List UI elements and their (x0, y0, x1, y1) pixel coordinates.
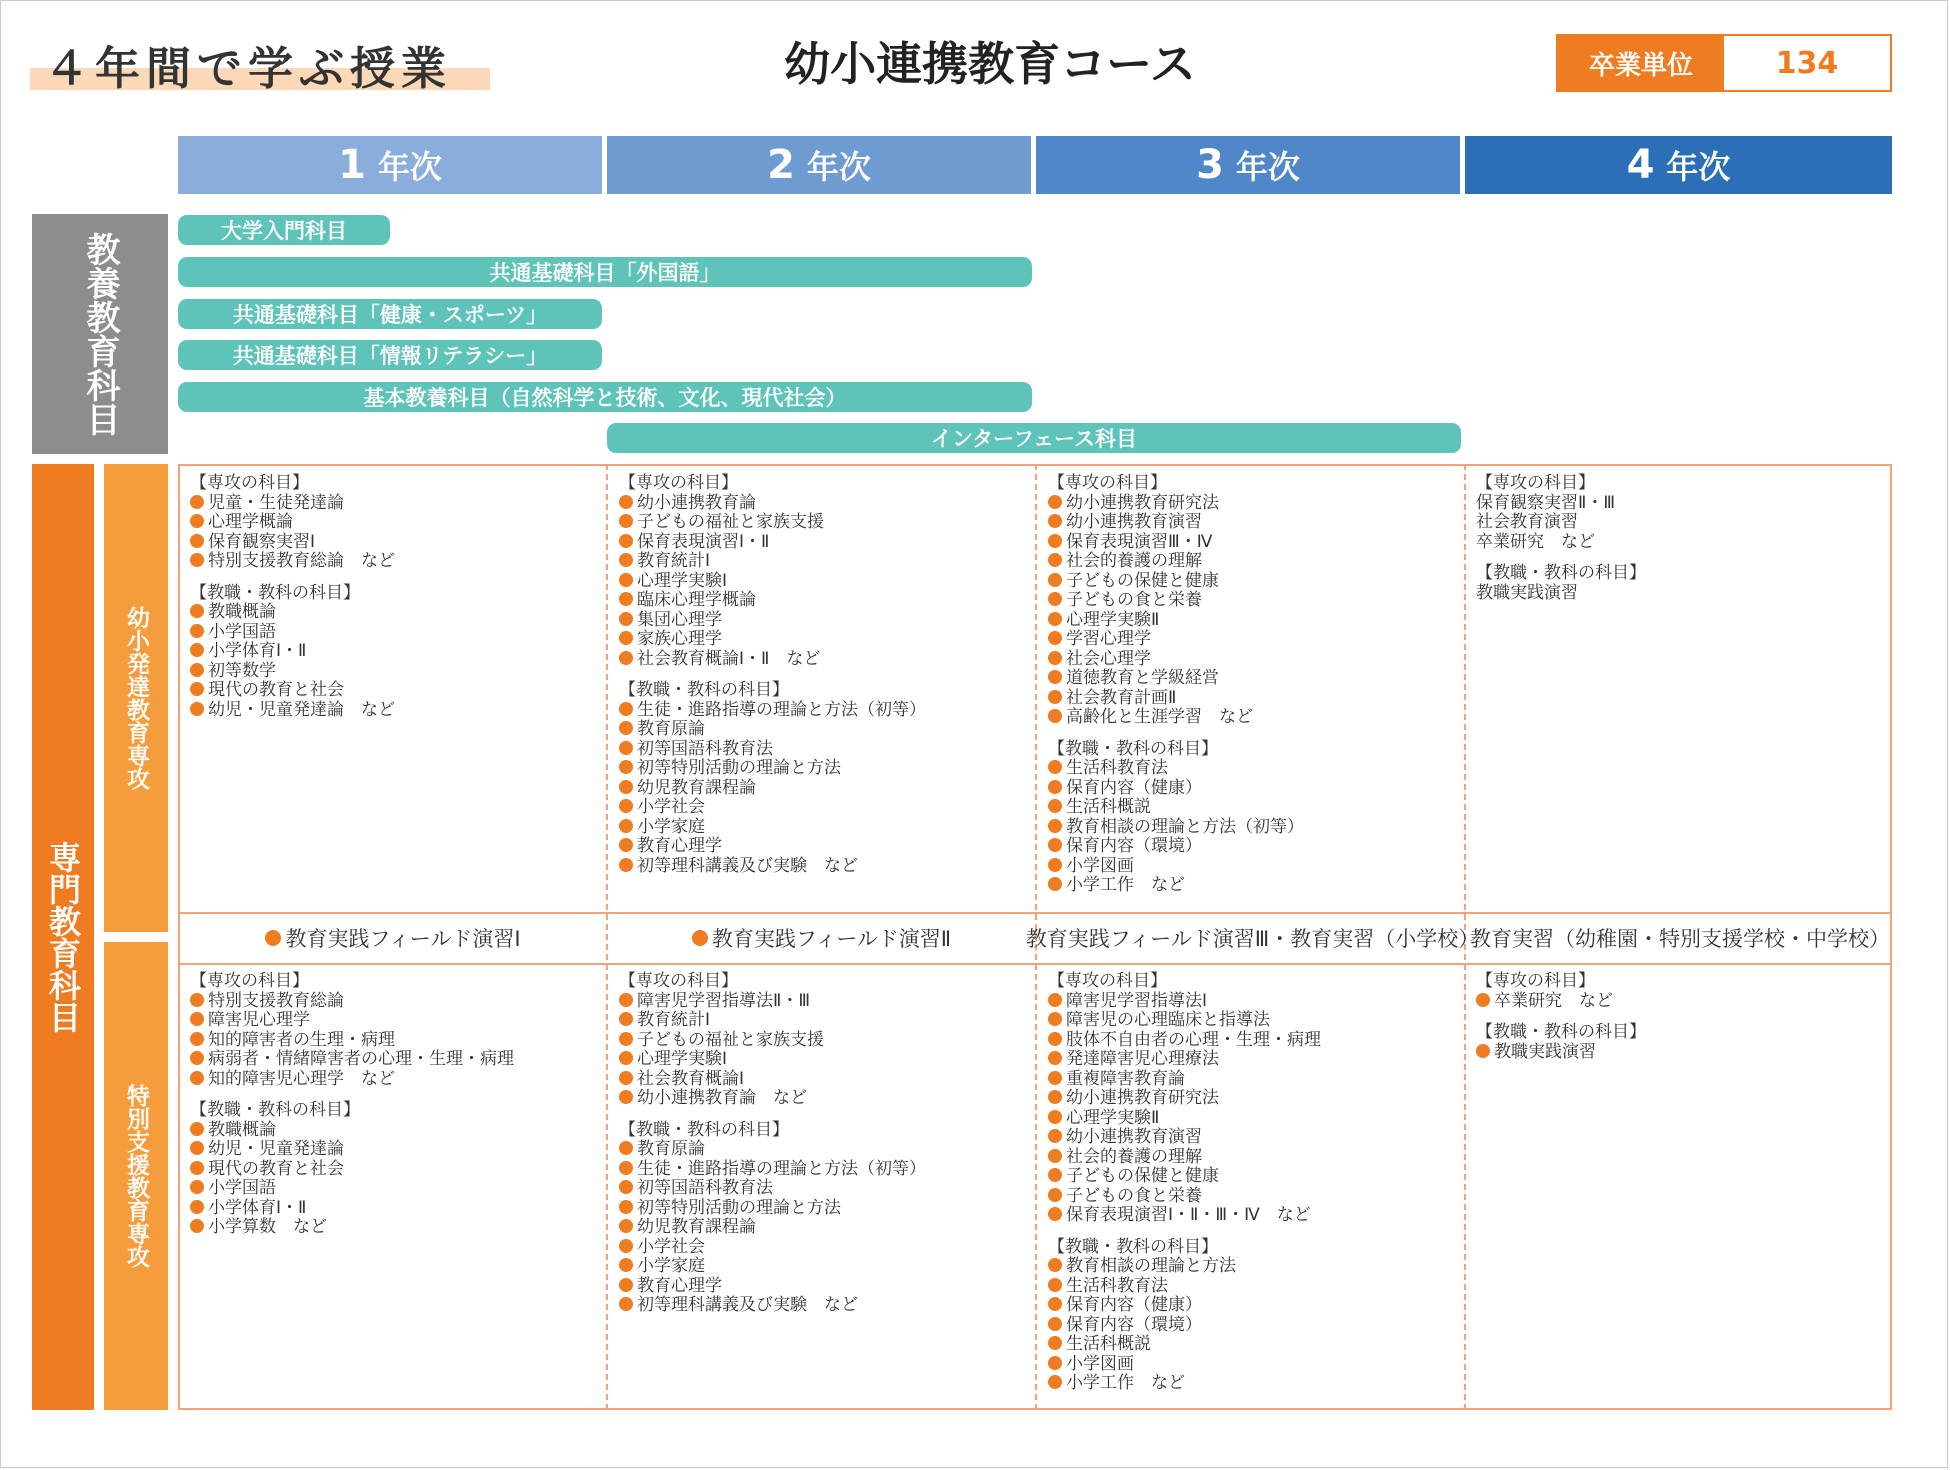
bullet-icon (1048, 780, 1062, 794)
group-heading: 【専攻の科目】 (1476, 473, 1595, 493)
bullet-icon (619, 741, 633, 755)
bullet-icon (190, 1200, 204, 1214)
course-item: 社会的養護の理解 (1048, 1148, 1321, 1168)
bullet-icon (1048, 1012, 1062, 1026)
course-item: 子どもの保健と健康 (1048, 1167, 1321, 1187)
course-item: 障害児心理学 (190, 1011, 514, 1031)
bar-info-literacy: 共通基礎科目「情報リテラシー」 (178, 340, 602, 370)
course-item: 道徳教育と学級経営 (1048, 669, 1304, 689)
course-group (1476, 972, 1646, 1011)
course-group (190, 584, 395, 721)
cell-special-y1 (190, 972, 514, 1250)
course-item: 障害児の心理臨床と指導法 (1048, 1011, 1321, 1031)
year-header-4 (1465, 136, 1892, 194)
course-item: 教育統計Ⅰ (619, 552, 926, 572)
course-item: 心理学概論 (190, 513, 395, 533)
bullet-icon (1048, 1297, 1062, 1311)
course-item: 特別支援教育総論 など (190, 552, 395, 572)
course-item: 初等特別活動の理論と方法 (619, 1199, 926, 1219)
major-label-special-support: 特別支援教育専攻 (104, 942, 168, 1410)
bullet-icon (1048, 760, 1062, 774)
bullet-icon (190, 682, 204, 696)
bullet-icon (190, 1180, 204, 1194)
course-item: 小学社会 (619, 1238, 926, 1258)
course-item: 臨床心理学概論 (619, 591, 926, 611)
bullet-icon (619, 1071, 633, 1085)
course-group (619, 474, 926, 669)
bullet-icon (1048, 1071, 1062, 1085)
bar-basic-liberal-arts: 基本教養科目（自然科学と技術、文化、現代社会） (178, 382, 1032, 412)
bullet-icon (1048, 858, 1062, 872)
bullet-icon (1048, 993, 1062, 1007)
bullet-icon (1476, 993, 1490, 1007)
course-item: 障害児学習指導法Ⅰ (1048, 992, 1321, 1012)
group-heading: 【専攻の科目】 (190, 473, 309, 493)
course-item: 幼小連携教育研究法 (1048, 494, 1304, 514)
course-item: 生活科教育法 (1048, 1277, 1321, 1297)
credits-value: 134 (1775, 45, 1839, 81)
bullet-icon (265, 930, 281, 946)
bullet-icon (1048, 1207, 1062, 1221)
course-item: 生徒・進路指導の理論と方法（初等） (619, 701, 926, 721)
bullet-icon (1048, 612, 1062, 626)
course-group (1048, 474, 1304, 728)
course-group (619, 972, 926, 1109)
year-suffix: 年次 (1235, 148, 1300, 186)
group-heading: 【教職・教科の科目】 (190, 1100, 360, 1120)
year-number: 1 (338, 142, 366, 188)
course-item: 教育原論 (619, 1140, 926, 1160)
course-item: 初等理科講義及び実験 など (619, 1296, 926, 1316)
cell-special-y4 (1476, 972, 1646, 1074)
cell-special-y2 (619, 972, 926, 1328)
bullet-icon (1048, 1278, 1062, 1292)
group-heading: 【専攻の科目】 (619, 971, 738, 991)
course-item: 卒業研究 など (1476, 992, 1646, 1012)
course-item: 幼小連携教育論 など (619, 1089, 926, 1109)
course-item: 保育表現演習Ⅰ・Ⅱ・Ⅲ・Ⅳ など (1048, 1206, 1321, 1226)
course-item: 子どもの保健と健康 (1048, 572, 1304, 592)
course-item: 小学家庭 (619, 1257, 926, 1277)
bullet-icon (190, 514, 204, 528)
course-item: 障害児学習指導法Ⅱ・Ⅲ (619, 992, 926, 1012)
year-number: 2 (767, 142, 795, 188)
course-item: 初等理科講義及び実験 など (619, 857, 926, 877)
section-title-text: ４年間で学ぶ授業 (44, 42, 453, 95)
course-item: 小学家庭 (619, 818, 926, 838)
course-group (1476, 564, 1646, 603)
course-item: 幼児教育課程論 (619, 1218, 926, 1238)
course-item: 保育内容（健康） (1048, 779, 1304, 799)
bullet-icon (1048, 592, 1062, 606)
course-item: 幼児・児童発達論 など (190, 701, 395, 721)
course-item: 病弱者・情緒障害者の心理・生理・病理 (190, 1050, 514, 1070)
bullet-icon (1048, 495, 1062, 509)
course-item: 社会教育概論Ⅰ・Ⅱ など (619, 650, 926, 670)
course-item: 幼小連携教育演習 (1048, 1128, 1321, 1148)
course-item: 家族心理学 (619, 630, 926, 650)
group-heading: 【教職・教科の科目】 (1048, 1236, 1218, 1257)
course-item: 幼小連携教育研究法 (1048, 1089, 1321, 1109)
bar-foreign-language: 共通基礎科目「外国語」 (178, 257, 1032, 287)
bullet-icon (190, 1071, 204, 1085)
bullet-icon (1048, 838, 1062, 852)
year-header-1 (178, 136, 602, 194)
bullet-icon (1048, 1110, 1062, 1124)
course-item: 重複障害教育論 (1048, 1070, 1321, 1090)
course-item: 子どもの食と栄養 (1048, 1187, 1321, 1207)
bullet-icon (190, 1219, 204, 1233)
course-item: 社会心理学 (1048, 650, 1304, 670)
course-item: 小学図画 (1048, 1355, 1321, 1375)
group-heading: 【教職・教科の科目】 (1476, 1022, 1646, 1042)
bar-intro-courses: 大学入門科目 (178, 215, 390, 245)
course-item: 社会教育概論Ⅰ (619, 1070, 926, 1090)
bullet-icon (619, 1051, 633, 1065)
course-item: 発達障害児心理療法 (1048, 1050, 1321, 1070)
bullet-icon (1048, 1129, 1062, 1143)
year-suffix: 年次 (377, 148, 442, 186)
course-item: 心理学実験Ⅰ (619, 1050, 926, 1070)
bullet-icon (619, 819, 633, 833)
course-group (1048, 1238, 1321, 1394)
bullet-icon (190, 495, 204, 509)
bullet-icon (1048, 1032, 1062, 1046)
bullet-icon (619, 1278, 633, 1292)
year-suffix: 年次 (806, 148, 871, 186)
course-item: 知的障害者の生理・病理 (190, 1031, 514, 1051)
bullet-icon (1048, 534, 1062, 548)
cell-early-y2 (619, 474, 926, 888)
bullet-icon (1048, 1168, 1062, 1182)
bullet-icon (619, 1297, 633, 1311)
course-item: 子どもの福祉と家族支援 (619, 1031, 926, 1051)
bullet-icon (619, 760, 633, 774)
course-item: 初等国語科教育法 (619, 1179, 926, 1199)
bullet-icon (619, 1141, 633, 1155)
course-item: 小学図画 (1048, 857, 1304, 877)
course-item: 幼小連携教育演習 (1048, 513, 1304, 533)
bullet-icon (619, 838, 633, 852)
course-item: 小学体育Ⅰ・Ⅱ (190, 1199, 514, 1219)
group-heading: 【専攻の科目】 (619, 473, 738, 493)
bullet-icon (619, 631, 633, 645)
field-practice-y1: 教育実践フィールド演習Ⅰ (180, 912, 606, 964)
bullet-icon (190, 1032, 204, 1046)
course-item: 小学体育Ⅰ・Ⅱ (190, 642, 395, 662)
bullet-icon (619, 1219, 633, 1233)
course-item: 学習心理学 (1048, 630, 1304, 650)
course-item: 保育内容（環境） (1048, 837, 1304, 857)
group-heading: 【専攻の科目】 (1048, 473, 1167, 493)
course-item: 集団心理学 (619, 611, 926, 631)
bullet-icon (1048, 1090, 1062, 1104)
course-item: 幼小連携教育論 (619, 494, 926, 514)
course-item: 教職概論 (190, 1121, 514, 1141)
bullet-icon (619, 780, 633, 794)
course-group (190, 972, 514, 1089)
year-number: 3 (1196, 142, 1224, 188)
bullet-icon (619, 721, 633, 735)
bullet-icon (1048, 1317, 1062, 1331)
bullet-icon (1048, 1375, 1062, 1389)
course-item: 子どもの福祉と家族支援 (619, 513, 926, 533)
bullet-icon (1048, 877, 1062, 891)
course-item: 小学算数 など (190, 1218, 514, 1238)
course-item: 社会教育演習 (1476, 512, 1578, 532)
cell-early-y3 (1048, 474, 1304, 908)
general-education-label: 教養教育科目 (32, 214, 168, 454)
cell-special-y3 (1048, 972, 1321, 1406)
course-item: 生徒・進路指導の理論と方法（初等） (619, 1160, 926, 1180)
group-heading: 【教職・教科の科目】 (619, 1119, 789, 1140)
bullet-icon (1048, 1149, 1062, 1163)
course-group (1048, 972, 1321, 1226)
section-title (30, 28, 490, 95)
bullet-icon (1048, 799, 1062, 813)
course-item: 生活科教育法 (1048, 759, 1304, 779)
course-item: 保育観察実習Ⅱ・Ⅲ (1476, 492, 1616, 513)
bullet-icon (1048, 631, 1062, 645)
course-item: 社会的養護の理解 (1048, 552, 1304, 572)
course-item: 知的障害児心理学 など (190, 1070, 514, 1090)
bullet-icon (619, 514, 633, 528)
bullet-icon (190, 604, 204, 618)
bullet-icon (1048, 1051, 1062, 1065)
bullet-icon (619, 1032, 633, 1046)
course-item: 特別支援教育総論 (190, 992, 514, 1012)
field-practice-y4: 教育実習（幼稚園・特別支援学校・中学校） (1470, 927, 1890, 951)
bullet-icon (190, 643, 204, 657)
credits-label: 卒業単位 (1558, 36, 1724, 90)
bullet-icon (190, 1122, 204, 1136)
field-practice-y2: 教育実践フィールド演習Ⅱ (608, 912, 1035, 964)
course-item: 高齢化と生涯学習 など (1048, 708, 1304, 728)
course-item: 社会教育計画Ⅱ (1048, 689, 1304, 709)
bullet-icon (619, 573, 633, 587)
bullet-icon (1048, 1356, 1062, 1370)
bullet-icon (619, 592, 633, 606)
specialized-education-label: 専門教育科目 (32, 464, 94, 1410)
course-item: 教育原論 (619, 720, 926, 740)
course-item: 教職実践演習 (1476, 582, 1578, 603)
bullet-icon (619, 1090, 633, 1104)
course-group (619, 681, 926, 876)
course-item: 現代の教育と社会 (190, 1160, 514, 1180)
group-heading: 【教職・教科の科目】 (619, 680, 789, 700)
course-item: 卒業研究 など (1476, 531, 1595, 552)
course-item: 幼児教育課程論 (619, 779, 926, 799)
bullet-icon (619, 495, 633, 509)
bullet-icon (190, 534, 204, 548)
bullet-icon (619, 534, 633, 548)
course-item: 教職実践演習 (1476, 1043, 1646, 1063)
bullet-icon (1048, 709, 1062, 723)
year-suffix: 年次 (1666, 148, 1731, 186)
group-heading: 【専攻の科目】 (190, 971, 309, 991)
group-heading: 【専攻の科目】 (1476, 971, 1595, 991)
course-group (1476, 474, 1646, 552)
year-number: 4 (1626, 142, 1655, 188)
bullet-icon (190, 553, 204, 567)
course-item: 教職概論 (190, 603, 395, 623)
bullet-icon (619, 612, 633, 626)
bullet-icon (190, 624, 204, 638)
course-group (190, 474, 395, 572)
bullet-icon (619, 799, 633, 813)
bullet-icon (619, 858, 633, 872)
bullet-icon (619, 1161, 633, 1175)
course-item: 心理学実験Ⅱ (1048, 611, 1304, 631)
bullet-icon (1048, 670, 1062, 684)
course-item: 教育相談の理論と方法 (1048, 1257, 1321, 1277)
group-heading: 【教職・教科の科目】 (1476, 563, 1646, 583)
bullet-icon (619, 1239, 633, 1253)
course-group (1476, 1023, 1646, 1062)
bullet-icon (1048, 690, 1062, 704)
course-item: 小学社会 (619, 798, 926, 818)
course-item: 保育表現演習Ⅲ・Ⅳ (1048, 533, 1304, 553)
bullet-icon (1048, 1336, 1062, 1350)
bullet-icon (190, 1161, 204, 1175)
course-item: 教育統計Ⅰ (619, 1011, 926, 1031)
course-item: 幼児・児童発達論 (190, 1140, 514, 1160)
bullet-icon (619, 651, 633, 665)
bullet-icon (1476, 1044, 1490, 1058)
bullet-icon (619, 702, 633, 716)
bullet-icon (619, 1200, 633, 1214)
course-item: 初等特別活動の理論と方法 (619, 759, 926, 779)
group-heading: 【専攻の科目】 (1048, 971, 1167, 991)
course-item: 子どもの食と栄養 (1048, 591, 1304, 611)
bullet-icon (190, 663, 204, 677)
course-item: 保育表現演習Ⅰ・Ⅱ (619, 533, 926, 553)
course-item: 保育内容（環境） (1048, 1316, 1321, 1336)
cell-early-y1 (190, 474, 395, 732)
bullet-icon (1048, 514, 1062, 528)
bullet-icon (190, 1141, 204, 1155)
course-item: 教育心理学 (619, 1277, 926, 1297)
bar-interface-courses: インターフェース科目 (607, 423, 1461, 453)
bullet-icon (1048, 651, 1062, 665)
year-header-2 (607, 136, 1031, 194)
bullet-icon (190, 1012, 204, 1026)
year-header-3 (1036, 136, 1460, 194)
course-item: 現代の教育と社会 (190, 681, 395, 701)
bullet-icon (190, 702, 204, 716)
bullet-icon (619, 553, 633, 567)
bullet-icon (1048, 1258, 1062, 1272)
course-item: 初等数学 (190, 662, 395, 682)
course-item: 小学国語 (190, 1179, 514, 1199)
bullet-icon (619, 1012, 633, 1026)
bar-health-sports: 共通基礎科目「健康・スポーツ」 (178, 299, 602, 329)
course-item: 心理学実験Ⅰ (619, 572, 926, 592)
bullet-icon (1048, 573, 1062, 587)
credits-box (1556, 34, 1892, 92)
bullet-icon (190, 1051, 204, 1065)
course-item: 保育内容（健康） (1048, 1296, 1321, 1316)
course-item: 初等国語科教育法 (619, 740, 926, 760)
course-item: 保育観察実習Ⅰ (190, 533, 395, 553)
course-item: 小学工作 など (1048, 1374, 1321, 1394)
bullet-icon (1048, 819, 1062, 833)
bullet-icon (619, 1180, 633, 1194)
field-practice-y3: 教育実践フィールド演習Ⅲ・教育実習（小学校） (1025, 927, 1480, 951)
course-group (619, 1121, 926, 1316)
cell-early-y4 (1476, 474, 1646, 615)
group-heading: 【教職・教科の科目】 (1048, 738, 1218, 759)
course-item: 教育心理学 (619, 837, 926, 857)
bullet-icon (692, 930, 708, 946)
bullet-icon (1048, 553, 1062, 567)
course-item: 生活科概説 (1048, 798, 1304, 818)
course-item: 小学国語 (190, 623, 395, 643)
course-item: 肢体不自由者の心理・生理・病理 (1048, 1031, 1321, 1051)
course-item: 心理学実験Ⅱ (1048, 1109, 1321, 1129)
course-item: 教育相談の理論と方法（初等） (1048, 818, 1304, 838)
group-heading: 【教職・教科の科目】 (190, 582, 360, 603)
course-item: 小学工作 など (1048, 876, 1304, 896)
course-item: 生活科概説 (1048, 1335, 1321, 1355)
bullet-icon (1048, 1188, 1062, 1202)
bullet-icon (619, 1258, 633, 1272)
course-group (190, 1101, 514, 1238)
bullet-icon (190, 993, 204, 1007)
course-item: 児童・生徒発達論 (190, 494, 395, 514)
bullet-icon (619, 993, 633, 1007)
course-title: 幼小連携教育コース (784, 37, 1196, 91)
course-group (1048, 740, 1304, 896)
major-label-early-childhood: 幼小発達教育専攻 (104, 464, 168, 932)
